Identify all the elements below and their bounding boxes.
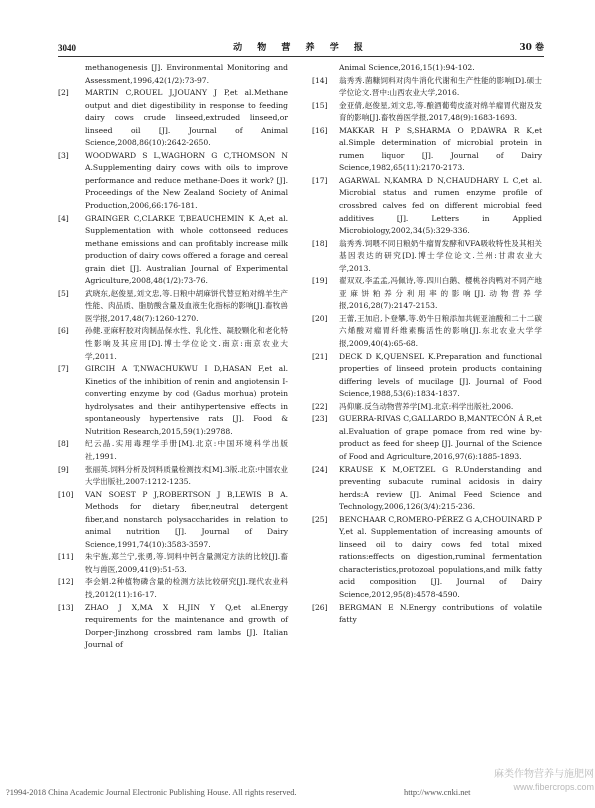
reference-number: [11] bbox=[58, 552, 74, 562]
reference-text: DECK D K,QUENSEL K.Preparation and functional properties of linseed protein products containing differing levels of mucilage [J]. Journal of Food Science,1988,53(6):1834-1837. bbox=[339, 351, 542, 399]
reference-entry bbox=[58, 438, 288, 463]
reference-entry bbox=[312, 313, 542, 351]
reference-text: VAN SOEST P J,ROBERTSON J B,LEWIS B A. Methods for dietary fiber,neutral detergent fiber,and nonstarch polysaccharides in relation to animal nutrition [J]. Journal of Dairy Science,1991,74(10):3583-3597. bbox=[85, 489, 288, 549]
reference-text: GIRCIH A T,NWACHUKWU I D,HASAN F,et al. Kinetics of the inhibition of renin and angiotensin I-converting enzyme by cod (Gadus morhua) protein hydrolysates and their antihypertensive effects in spontaneously hypertensive rats [J]. Food & Nutrition Research,2015,59(1):29788. bbox=[85, 364, 288, 436]
reference-text: methanogenesis [J]. Environmental Monitoring and Assessment,1996,42(1/2):73-97. bbox=[85, 63, 288, 85]
reference-entry bbox=[312, 238, 542, 276]
reference-entry bbox=[58, 150, 288, 213]
reference-entry bbox=[312, 275, 542, 313]
watermark-name: 麻类作物营养与施肥网 bbox=[494, 769, 594, 780]
reference-text: GRAINGER C,CLARKE T,BEAUCHEMIN K A,et al. Supplementation with whole cottonseed reduces methane emissions and can profitably increase milk production of dairy cows offered a forage and cereal grain diet [J]. Australian Journal of Experimental Agriculture,2008,48(1/2):73-76. bbox=[85, 213, 288, 286]
reference-text: MARTIN C,ROUEL J,JOUANY J P,et al.Methane output and diet digestibility in response to feeding dairy cows crude linseed,extruded linseed,or linseed oil [J]. Journal of Animal Science,2008,86(10):2642-2650. bbox=[85, 88, 288, 148]
reference-number: [25] bbox=[312, 514, 328, 524]
reference-number: [23] bbox=[312, 414, 328, 424]
reference-entry bbox=[312, 413, 542, 463]
reference-entry bbox=[58, 213, 288, 288]
reference-text: 孙健.亚麻籽胶对肉制品保水性、乳化性、凝胶颗化和老化特性影响及其应用[D].博士学位论文.南京:南京农业大学,2011. bbox=[85, 326, 288, 361]
reference-text: 朱宇旌,郑兰宁,张勇,等.饲料中钙含量测定方法的比较[J].畜牧与兽医,2009,41(9):51-53. bbox=[85, 552, 288, 574]
reference-entry bbox=[312, 175, 542, 238]
header-rule bbox=[58, 56, 544, 57]
reference-entry bbox=[312, 401, 542, 414]
reference-number: [20] bbox=[312, 313, 328, 323]
reference-number: [17] bbox=[312, 175, 328, 185]
reference-entry bbox=[312, 62, 542, 75]
reference-number: [2] bbox=[58, 88, 69, 98]
reference-text: 李会娟.2种植物磷含量的检测方法比较研究[J].现代农业科技,2012(11):16-17. bbox=[85, 577, 288, 599]
reference-number: [19] bbox=[312, 276, 328, 286]
reference-number: [21] bbox=[312, 351, 328, 361]
reference-entry bbox=[58, 62, 288, 87]
reference-text: AGARWAL N,KAMRA D N,CHAUDHARY L C,et al. Microbial status and rumen enzyme profile of crossbred calves fed on different microbial feed additives [J]. Letters in Applied Microbiology,2002,34(5):329-336. bbox=[339, 175, 542, 236]
reference-entry bbox=[58, 288, 288, 326]
copyright-notice: ?1994-2018 China Academic Journal Electronic Publishing House. All rights reserved. bbox=[6, 788, 297, 797]
reference-number: [24] bbox=[312, 464, 328, 474]
page-header bbox=[58, 41, 544, 55]
reference-number: [3] bbox=[58, 150, 69, 160]
reference-text: ZHAO J X,MA X H,JIN Y Q,et al.Energy requirements for the maintenance and growth of Dorper-Jinzhong crossbred ram lambs [J]. Italian Journal of bbox=[85, 602, 288, 650]
reference-number: [5] bbox=[58, 288, 69, 298]
reference-text: 翁秀秀.菌糠饲料对肉牛消化代谢和生产性能的影响[D].硕士学位论文.晋中:山西农业大学,2016. bbox=[339, 75, 542, 98]
reference-entry bbox=[58, 363, 288, 438]
reference-entry bbox=[58, 325, 288, 363]
reference-number: [9] bbox=[58, 464, 69, 474]
reference-number: [13] bbox=[58, 602, 74, 612]
reference-number: [8] bbox=[58, 439, 69, 449]
reference-number: [26] bbox=[312, 602, 328, 612]
reference-entry bbox=[312, 125, 542, 175]
reference-column-right bbox=[312, 62, 542, 627]
reference-entry bbox=[58, 464, 288, 489]
reference-text: 翟双双,李孟孟,冯佩诗,等.四川白鹅、樱桃谷肉鸭对不同产地亚麻饼粕养分利用率的影响[J].动物营养学报,2016,28(7):2147-2153. bbox=[339, 276, 542, 311]
reference-entry bbox=[58, 489, 288, 552]
reference-text: BERGMAN E N.Energy contributions of volatile fatty bbox=[339, 602, 542, 625]
reference-column-left bbox=[58, 62, 288, 652]
reference-text: 武晓东,赵俊星,刘文忠,等.日粮中胡麻饼代替豆粕对绵羊生产性能、肉品质、脂肪酸含量及血液生化指标的影响[J].畜牧兽医学报,2017,48(7):1260-1270. bbox=[85, 288, 288, 323]
reference-number: [4] bbox=[58, 213, 69, 223]
reference-number: [18] bbox=[312, 238, 328, 248]
page-footer bbox=[6, 788, 590, 804]
reference-text: GUERRA-RIVAS C,GALLARDO B,MANTECÓN Á R,et al.Evaluation of grape pomace from red wine by-product as feed for sheep [J]. Journal of the Science of Food and Agriculture,2016,97(6):1885-1893. bbox=[339, 414, 542, 461]
volume-label: 30 卷 bbox=[519, 43, 544, 53]
reference-number: [12] bbox=[58, 577, 74, 587]
reference-entry bbox=[312, 602, 542, 627]
reference-text: WOODWARD S L,WAGHORN G C,THOMSON N A.Supplementing dairy cows with oils to improve performance and reduce methane-Does it work? [J]. Proceedings of the New Zealand Society of Animal Production,2006,66:176-181. bbox=[85, 150, 288, 211]
reference-entry bbox=[58, 87, 288, 150]
reference-text: 王蕾,王加启,卜登攀,等.奶牛日粮添加共轭亚油酸和二十二碳六烯酸对瘤胃纤维素酶活性的影响[J].东北农业大学学报,2009,40(4):65-68. bbox=[339, 313, 542, 349]
reference-text: 张丽英.饲料分析及饲料质量检测技术[M].3版.北京:中国农业大学出版社,2007:1212-1235. bbox=[85, 464, 288, 487]
reference-text: 金亚倩,赵俊星,刘文忠,等.酿酒葡萄皮渣对绵羊瘤胃代谢及发育的影响[J].畜牧兽医学报,2017,48(9):1683-1693. bbox=[339, 100, 542, 123]
reference-number: [16] bbox=[312, 125, 328, 135]
reference-entry bbox=[312, 514, 542, 602]
reference-number: [15] bbox=[312, 100, 328, 110]
watermark-url: www.fibercrops.com bbox=[513, 782, 594, 792]
reference-text: 翁秀秀.饲喂不同日粮奶牛瘤胃发酵和VFA吸收特性及其相关基因表达的研究[D].博士学位论文.兰州:甘肃农业大学,2013. bbox=[339, 238, 542, 273]
reference-entry bbox=[312, 75, 542, 100]
reference-text: 纪云晶.实用毒理学手册[M].北京:中国环境科学出版社,1991. bbox=[85, 439, 288, 461]
reference-entry bbox=[312, 100, 542, 125]
reference-number: [6] bbox=[58, 326, 69, 336]
reference-number: [10] bbox=[58, 489, 74, 499]
reference-number: [7] bbox=[58, 364, 69, 374]
journal-title: 动 物 营 养 学 报 bbox=[233, 43, 369, 53]
page-number: 3040 bbox=[58, 43, 76, 53]
reference-entry bbox=[312, 351, 542, 401]
reference-number: [14] bbox=[312, 75, 328, 85]
reference-text: KRAUSE K M,OETZEL G R.Understanding and preventing subacute ruminal acidosis in dairy herds:A review [J]. Animal Feed Science and Technology,2006,126(3/4):215-236. bbox=[339, 464, 542, 512]
reference-text: Animal Science,2016,15(1):94-102. bbox=[339, 63, 475, 72]
reference-entry bbox=[312, 464, 542, 514]
reference-entry bbox=[58, 602, 288, 652]
reference-number: [22] bbox=[312, 401, 328, 411]
reference-text: 冯仰廉.反刍动物营养学[M].北京:科学出版社,2006. bbox=[339, 401, 514, 411]
reference-text: BENCHAAR C,ROMERO-PÉREZ G A,CHOUINARD P Y,et al. Supplementation of increasing amounts of linseed oil to dairy cows fed total mixed rations:effects on digestion,ruminal fermentation characteristics,protozoal populations,and milk fatty acid composition [J]. Journal of Dairy Science,2012,95(8):4578-4590. bbox=[339, 514, 542, 599]
reference-entry bbox=[58, 551, 288, 576]
reference-entry bbox=[58, 576, 288, 601]
reference-text: MAKKAR H P S,SHARMA O P,DAWRA R K,et al.Simple determination of microbial protein in rumen liquor [J]. Journal of Dairy Science,1982,65(11):2170-2173. bbox=[339, 125, 542, 173]
footer-link[interactable]: http://www.cnki.net bbox=[404, 788, 471, 797]
